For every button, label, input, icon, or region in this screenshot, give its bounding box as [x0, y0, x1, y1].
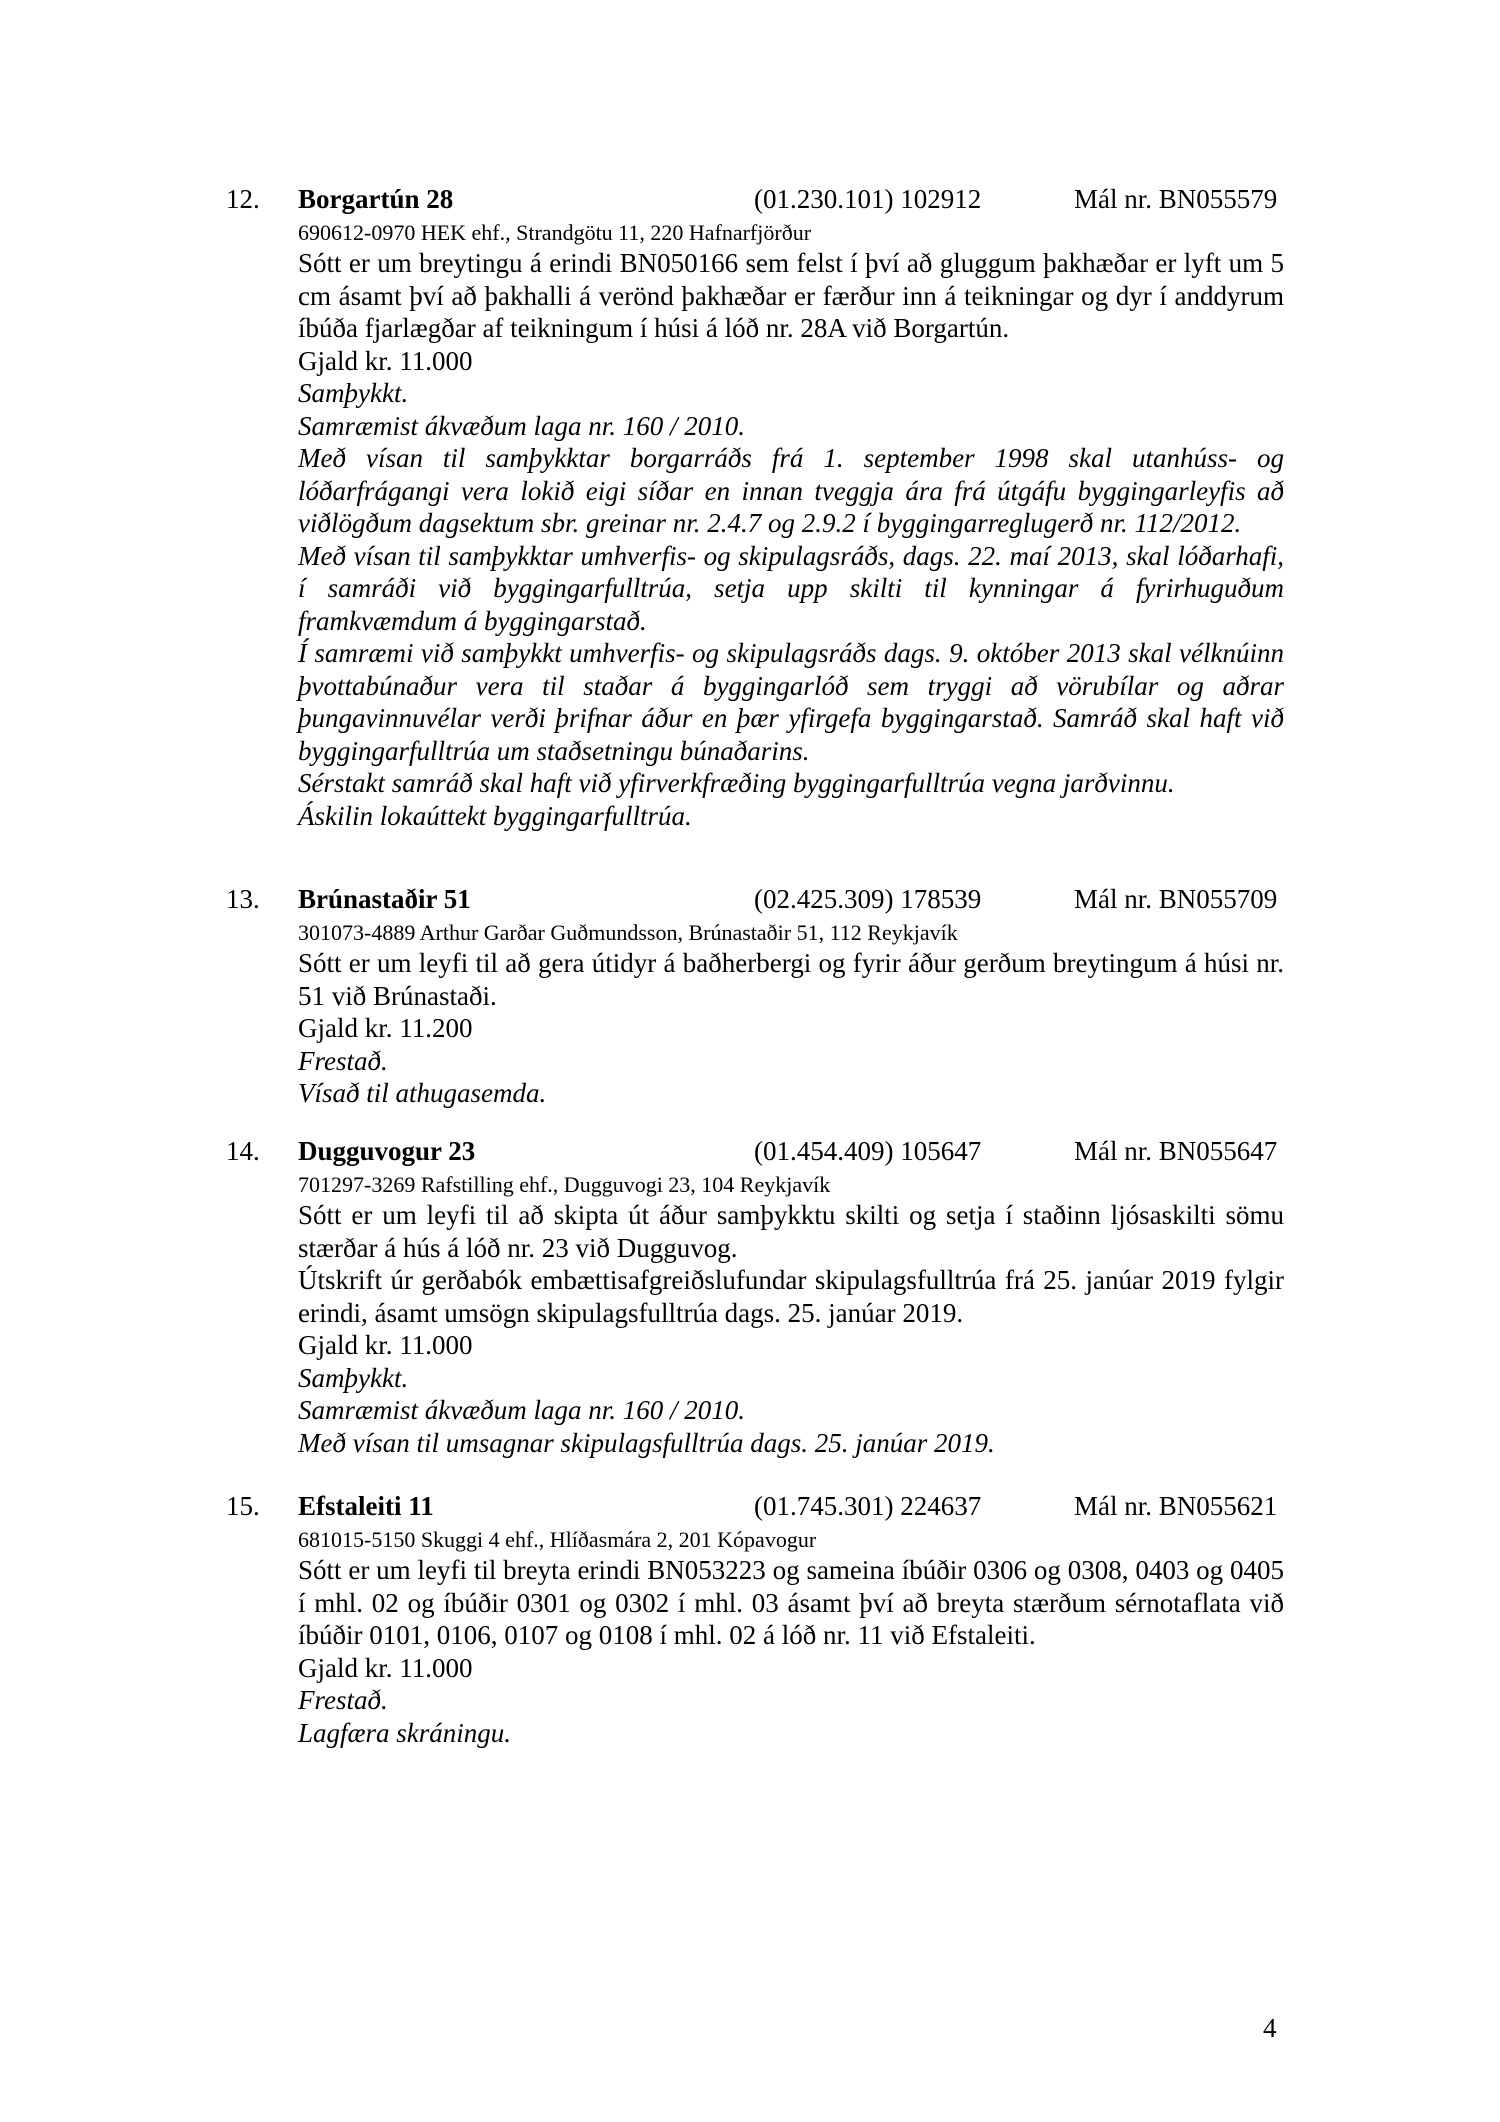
property-code: (02.425.309) 178539	[754, 884, 982, 914]
property-code: (01.745.301) 224637	[754, 1491, 982, 1521]
entry-body	[298, 219, 1284, 832]
decision: Áskilin lokaúttekt byggingarfulltrúa.	[298, 800, 692, 831]
case-number: Mál nr. BN055579	[1074, 184, 1278, 214]
property-name: Efstaleiti 11	[298, 1491, 434, 1521]
description: Sótt er um leyfi til að gera útidyr á baðherbergi og fyrir áður gerðum breytingum á húsi nr. 51 við Brúnastaði.	[298, 948, 1284, 1011]
entry-body	[298, 1171, 1284, 1459]
decision: Samþykkt.	[298, 378, 409, 408]
entry-number: 13.	[226, 884, 260, 914]
applicant: 301073-4889 Arthur Garðar Guðmundsson, Brúnastaðir 51, 112 Reykjavík	[298, 920, 958, 945]
property-name: Brúnastaðir 51	[298, 884, 471, 914]
property-name: Borgartún 28	[298, 184, 454, 214]
entry-header	[0, 1490, 1500, 1522]
decision: Með vísan til umsagnar skipulagsfulltrúa dags. 25. janúar 2019.	[298, 1427, 995, 1458]
decision: Samræmist ákvæðum laga nr. 160 / 2010.	[298, 410, 746, 441]
description: Sótt er um leyfi til að skipta út áður samþykktu skilti og setja í staðinn ljósaskilti sömu stærðar á hús á lóð nr. 23 við Dugguvog.	[298, 1200, 1284, 1263]
decision: Með vísan til samþykktar borgarráðs frá 1. september 1998 skal utanhúss- og lóðarfrágangi vera lokið eigi síðar en innan tveggja ára frá útgáfu byggingarleyfis að viðlögðum dagsektum sbr. greinar nr. 2.4.7 og 2.9.2 í byggingarreglugerð nr. 112/2012.	[298, 443, 1284, 538]
applicant: 681015-5150 Skuggi 4 ehf., Hlíðasmára 2, 201 Kópavogur	[298, 1527, 817, 1552]
entry-number: 15.	[226, 1491, 260, 1521]
property-code: (01.230.101) 102912	[754, 184, 982, 214]
entry-number: 14.	[226, 1136, 260, 1166]
applicant: 701297-3269 Rafstilling ehf., Dugguvogi 23, 104 Reykjavík	[298, 1172, 831, 1197]
decision: Frestað.	[298, 1685, 388, 1715]
entry-header	[0, 883, 1500, 915]
fee: Gjald kr. 11.200	[298, 1013, 473, 1043]
attachment-note: Útskrift úr gerðabók embættisafgreiðslufundar skipulagsfulltrúa frá 25. janúar 2019 fylgir erindi, ásamt umsögn skipulagsfulltrúa dags. 25. janúar 2019.	[298, 1265, 1284, 1328]
decision: Lagfæra skráningu.	[298, 1717, 512, 1748]
applicant: 690612-0970 HEK ehf., Strandgötu 11, 220 Hafnarfjörður	[298, 220, 812, 245]
case-number: Mál nr. BN055647	[1074, 1136, 1278, 1166]
decision: Í samræmi við samþykkt umhverfis- og skipulagsráðs dags. 9. október 2013 skal vélknúinn þvottabúnaður vera til staðar á byggingarlóð sem tryggi að vörubílar og aðrar þungavinnuvélar verði þrifnar áður en þær yfirgefa byggingarstað. Samráð skal haft við byggingarfulltrúa um staðsetningu búnaðarins.	[298, 638, 1284, 766]
entry-header	[0, 183, 1500, 215]
decision: Frestað.	[298, 1045, 388, 1076]
decision: Samræmist ákvæðum laga nr. 160 / 2010.	[298, 1395, 746, 1425]
fee: Gjald kr. 11.000	[298, 1330, 473, 1360]
decision: Samþykkt.	[298, 1362, 409, 1393]
property-name: Dugguvogur 23	[298, 1136, 476, 1166]
decision: Sérstakt samráð skal haft við yfirverkfræðing byggingarfulltrúa vegna jarðvinnu.	[298, 768, 1175, 798]
entry-body	[298, 919, 1284, 1110]
case-number: Mál nr. BN055709	[1074, 884, 1278, 914]
decision: Vísað til athugasemda.	[298, 1078, 547, 1108]
fee: Gjald kr. 11.000	[298, 345, 473, 376]
entry-header	[0, 1135, 1500, 1167]
description: Sótt er um breytingu á erindi BN050166 sem felst í því að gluggum þakhæðar er lyft um 5 cm ásamt því að þakhalli á verönd þakhæðar er færður inn á teikningar og dyr í anddyrum íbúða fjarlægðar af teikningum í húsi á lóð nr. 28A við Borgartún.	[298, 248, 1284, 343]
entry-number: 12.	[226, 184, 260, 214]
decision: Með vísan til samþykktar umhverfis- og skipulagsráðs, dags. 22. maí 2013, skal lóðarhafi, í samráði við byggingarfulltrúa, setja upp skilti til kynningar á fyrirhuguðum framkvæmdum á byggingarstað.	[298, 540, 1284, 636]
case-number: Mál nr. BN055621	[1074, 1491, 1278, 1521]
entry-body	[298, 1526, 1284, 1749]
page-number: 4	[1263, 2013, 1277, 2043]
property-code: (01.454.409) 105647	[754, 1136, 982, 1166]
description: Sótt er um leyfi til breyta erindi BN053223 og sameina íbúðir 0306 og 0308, 0403 og 0405 í mhl. 02 og íbúðir 0301 og 0302 í mhl. 03 ásamt því að breyta stærðum sérnotaflata við íbúðir 0101, 0106, 0107 og 0108 í mhl. 02 á lóð nr. 11 við Efstaleiti.	[298, 1555, 1284, 1650]
fee: Gjald kr. 11.000	[298, 1652, 473, 1683]
